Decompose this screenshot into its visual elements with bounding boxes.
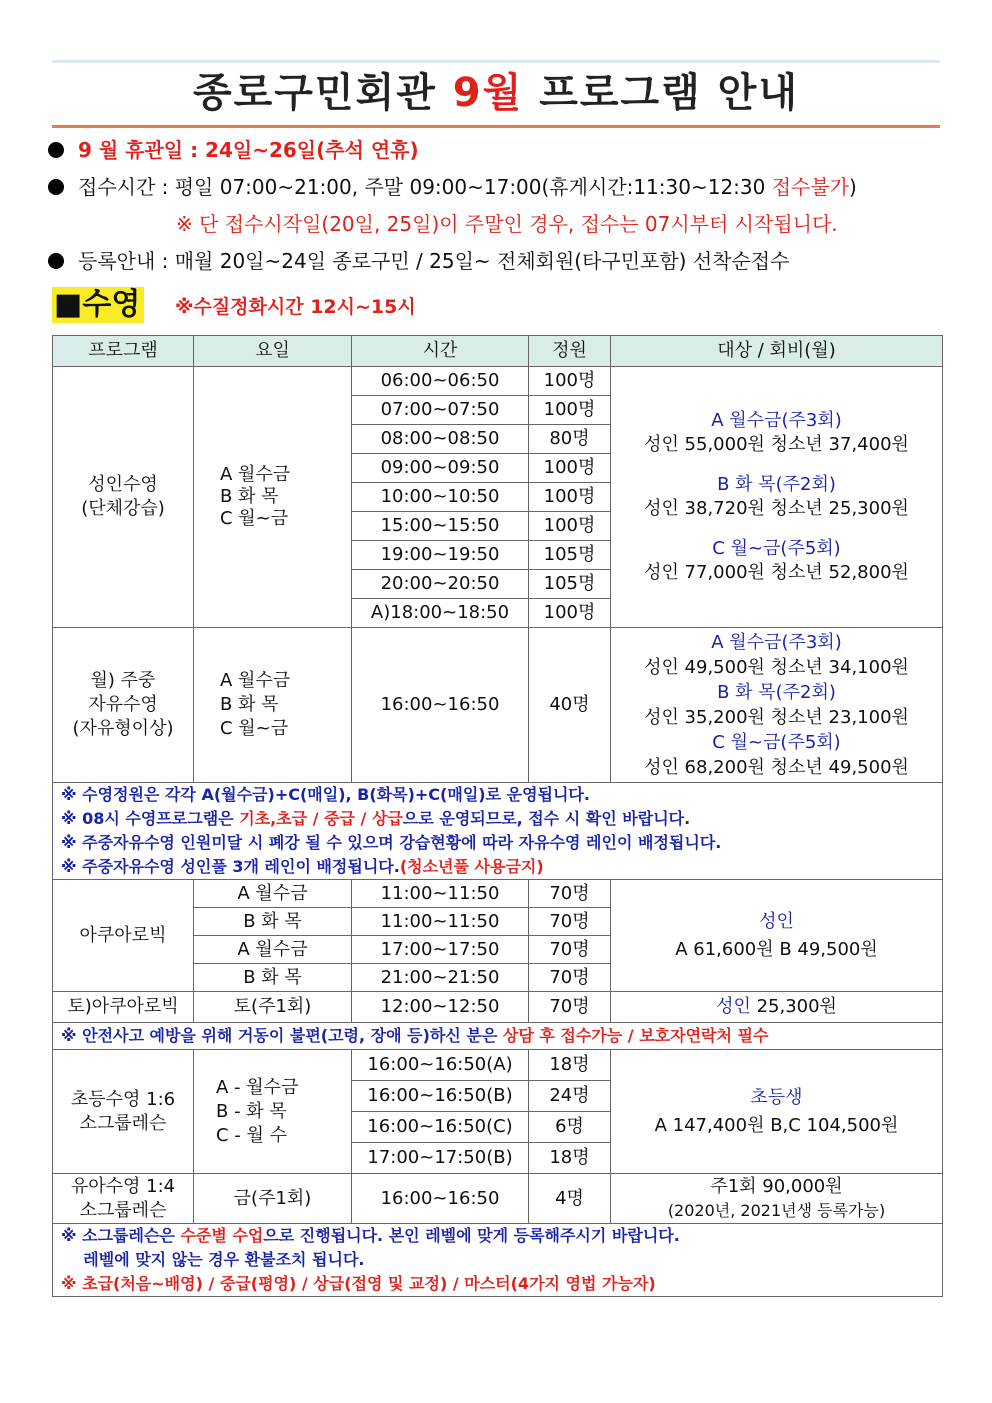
day-cell: B 화 목 xyxy=(194,964,352,992)
reception-hours-notice: 접수시간 : 평일 07:00~21:00, 주말 09:00~17:00(휴게시간:11:30~12:30 접수불가) xyxy=(48,173,857,201)
time-cell: 16:00~16:50(C) xyxy=(352,1112,529,1143)
time-cell: 19:00~19:50 xyxy=(352,541,529,570)
program-name: 유아수영 1:4 소그룹레슨 xyxy=(53,1174,194,1224)
swim-notes: ※ 수영정원은 각각 A(월수금)+C(매일), B(화목)+C(매일)로 운영됩니다. ※ 08시 수영프로그램은 기초,초급 / 중급 / 상급으로 운영되므로, 접수 시 확인 바랍니다. ※ 주중자유수영 인원미달 시 폐강 될 수 있으며 강습현황에 따라 자유수영 레인이 배정됩니다. ※ 주중자유수영 성인풀 3개 레인이 배정됩니다.(청소년풀 사용금지) xyxy=(53,783,943,880)
capacity-cell: 70명 xyxy=(529,880,611,908)
time-cell: 09:00~09:50 xyxy=(352,454,529,483)
time-cell: 16:00~16:50 xyxy=(352,628,529,783)
notes-row xyxy=(53,1023,943,1050)
program-name: 초등수영 1:6 소그룹레슨 xyxy=(53,1050,194,1174)
closed-days-notice: 9 월 휴관일 : 24일~26일(추석 연휴) xyxy=(48,136,419,164)
table-row xyxy=(53,628,943,783)
table-row xyxy=(53,367,943,396)
page-title: 종로구민회관 9월 프로그램 안내 xyxy=(193,70,799,116)
time-cell: 10:00~10:50 xyxy=(352,483,529,512)
capacity-cell: 100명 xyxy=(529,599,611,628)
time-cell: 16:00~16:50(B) xyxy=(352,1081,529,1112)
section-title: ■수영 xyxy=(52,287,144,323)
table-row xyxy=(53,992,943,1023)
time-cell: 11:00~11:50 xyxy=(352,908,529,936)
time-cell: 17:00~17:50(B) xyxy=(352,1143,529,1174)
header-capacity: 정원 xyxy=(529,336,611,367)
capacity-cell: 105명 xyxy=(529,570,611,599)
capacity-cell: 100명 xyxy=(529,367,611,396)
capacity-cell: 80명 xyxy=(529,425,611,454)
time-cell: 16:00~16:50(A) xyxy=(352,1050,529,1081)
time-cell: 15:00~15:50 xyxy=(352,512,529,541)
fee-cell: 초등생 A 147,400원 B,C 104,500원 xyxy=(611,1050,943,1174)
time-cell: 21:00~21:50 xyxy=(352,964,529,992)
time-cell: 11:00~11:50 xyxy=(352,880,529,908)
header-time: 시간 xyxy=(352,336,529,367)
capacity-cell: 4명 xyxy=(529,1174,611,1224)
capacity-cell: 70명 xyxy=(529,908,611,936)
program-name: 월) 주중 자유수영 (자유형이상) xyxy=(53,628,194,783)
safety-note: ※ 안전사고 예방을 위해 거동이 불편(고령, 장애 등)하신 분은 상담 후 접수가능 / 보호자연락처 필수 xyxy=(53,1023,943,1050)
time-cell: A)18:00~18:50 xyxy=(352,599,529,628)
capacity-cell: 100명 xyxy=(529,512,611,541)
program-days: A - 월수금 B - 화 목 C - 월 수 xyxy=(194,1050,352,1174)
fee-cell: A 월수금(주3회) 성인 49,500원 청소년 34,100원 B 화 목(주2회) 성인 35,200원 청소년 23,100원 C 월~금(주5회) 성인 68,200원 청소년 49,500원 xyxy=(611,628,943,783)
fee-cell: 성인 A 61,600원 B 49,500원 xyxy=(611,880,943,992)
day-cell: 토(주1회) xyxy=(194,992,352,1023)
capacity-cell: 18명 xyxy=(529,1050,611,1081)
capacity-cell: 100명 xyxy=(529,454,611,483)
capacity-cell: 70명 xyxy=(529,936,611,964)
time-cell: 08:00~08:50 xyxy=(352,425,529,454)
day-cell: A 월수금 xyxy=(194,880,352,908)
bullet-icon xyxy=(48,142,64,158)
program-name: 아쿠아로빅 xyxy=(53,880,194,992)
header-program: 프로그램 xyxy=(53,336,194,367)
capacity-cell: 18명 xyxy=(529,1143,611,1174)
fee-cell: 성인 25,300원 xyxy=(611,992,943,1023)
water-purification-note: ※수질정화시간 12시~15시 xyxy=(175,296,416,318)
capacity-cell: 40명 xyxy=(529,628,611,783)
capacity-cell: 100명 xyxy=(529,483,611,512)
capacity-cell: 24명 xyxy=(529,1081,611,1112)
day-cell: 금(주1회) xyxy=(194,1174,352,1224)
capacity-cell: 70명 xyxy=(529,992,611,1023)
program-days: A 월수금 B 화 목 C 월~금 xyxy=(194,628,352,783)
header-days: 요일 xyxy=(194,336,352,367)
schedule-table xyxy=(52,335,943,1297)
day-cell: B 화 목 xyxy=(194,908,352,936)
program-name: 토)아쿠아로빅 xyxy=(53,992,194,1023)
program-name: 성인수영 (단체강습) xyxy=(53,367,194,628)
table-row xyxy=(53,1174,943,1224)
table-row xyxy=(53,880,943,908)
table-row xyxy=(53,1050,943,1081)
day-cell: A 월수금 xyxy=(194,936,352,964)
capacity-cell: 6명 xyxy=(529,1112,611,1143)
notes-row xyxy=(53,783,943,880)
lesson-notes: ※ 소그룹레슨은 수준별 수업으로 진행됩니다. 본인 레벨에 맞게 등록해주시기 바랍니다. 레벨에 맞지 않는 경우 환불조치 됩니다. ※ 초급(처음~배영) / 중급(평영) / 상급(접영 및 교정) / 마스터(4가지 영법 가능자) xyxy=(53,1224,943,1297)
capacity-cell: 100명 xyxy=(529,396,611,425)
bullet-icon xyxy=(48,179,64,195)
program-days: A 월수금 B 화 목 C 월~금 xyxy=(194,367,352,628)
header-fee: 대상 / 회비(월) xyxy=(611,336,943,367)
time-cell: 06:00~06:50 xyxy=(352,367,529,396)
capacity-cell: 105명 xyxy=(529,541,611,570)
time-cell: 17:00~17:50 xyxy=(352,936,529,964)
title-underline xyxy=(52,125,940,128)
time-cell: 07:00~07:50 xyxy=(352,396,529,425)
table-header xyxy=(53,336,943,367)
bullet-icon xyxy=(48,253,64,269)
time-cell: 12:00~12:50 xyxy=(352,992,529,1023)
time-cell: 20:00~20:50 xyxy=(352,570,529,599)
fee-cell: 주1회 90,000원 (2020년, 2021년생 등록가능) xyxy=(611,1174,943,1224)
reception-note: ※ 단 접수시작일(20일, 25일)이 주말인 경우, 접수는 07시부터 시작됩니다. xyxy=(176,212,838,236)
registration-notice: 등록안내 : 매월 20일~24일 종로구민 / 25일~ 전체회원(타구민포함) 선착순접수 xyxy=(48,247,789,275)
time-cell: 16:00~16:50 xyxy=(352,1174,529,1224)
notes-row xyxy=(53,1224,943,1297)
fee-cell: A 월수금(주3회) 성인 55,000원 청소년 37,400원 B 화 목(주2회) 성인 38,720원 청소년 25,300원 C 월~금(주5회) 성인 77,000원 청소년 52,800원 xyxy=(611,367,943,628)
capacity-cell: 70명 xyxy=(529,964,611,992)
